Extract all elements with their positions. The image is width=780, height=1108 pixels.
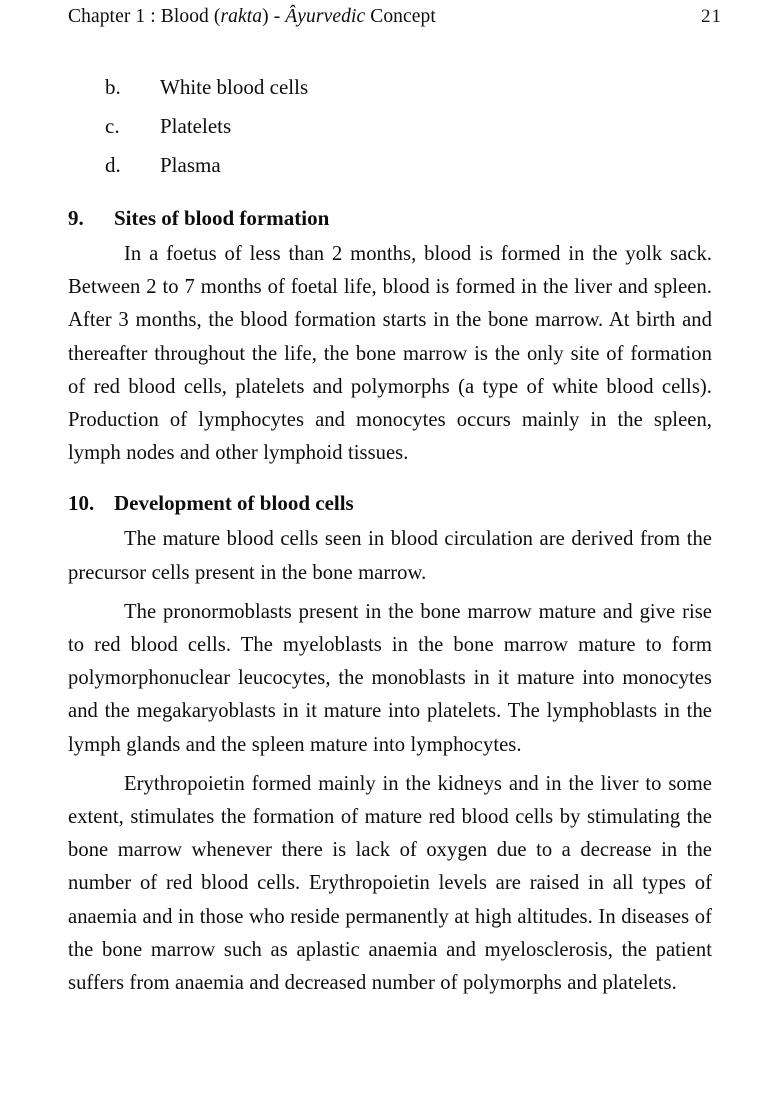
header-title-part-5: Concept xyxy=(365,6,436,27)
list-item-marker: b. xyxy=(105,75,121,99)
list-item xyxy=(68,68,712,107)
header-title-part-italic-rakta: rakta xyxy=(220,6,263,27)
section-title: Development of blood cells xyxy=(114,491,354,516)
list-item-label: Platelets xyxy=(160,114,232,138)
page-content xyxy=(68,68,712,1002)
list-item-label: White blood cells xyxy=(160,75,309,99)
section-10-paragraph-2: The pronormoblasts present in the bone marrow mature and give rise to red blood cells. The myeloblasts in the bone marrow mature to form polymorphonuclear leucocytes, the monoblasts in it mature into monocytes and the megakaryoblasts in it mature into platelets. The lymphoblasts in the lymph glands and the spleen mature into lymphocytes. xyxy=(68,600,712,756)
header-title-part-italic-ayurvedic: Âyurvedic xyxy=(285,6,366,27)
header-title-part-3: ) - xyxy=(262,6,286,27)
list-item xyxy=(68,146,712,185)
lettered-list xyxy=(68,68,712,185)
list-item-marker: d. xyxy=(105,153,121,177)
section-10-paragraph-3: Erythropoietin formed mainly in the kidneys and in the liver to some extent, stimulates the formation of mature red blood cells by stimulating the bone marrow whenever there is lack of oxygen due to a decrease in the number of red blood cells. Erythropoietin levels are raised in all types of anaemia and in those who reside permanently at high altitudes. In diseases of the bone marrow such as aplastic anaemia and myelosclerosis, the patient suffers from anaemia and decreased number of polymorphs and platelets. xyxy=(68,772,712,995)
running-header xyxy=(68,6,722,36)
section-number: 9. xyxy=(68,206,84,230)
list-item-label: Plasma xyxy=(160,153,221,177)
header-chapter-title xyxy=(68,6,436,28)
list-item-marker: c. xyxy=(105,114,120,138)
page-number: 21 xyxy=(701,6,722,27)
section-title: Sites of blood formation xyxy=(114,206,330,230)
header-title-part-1: Chapter 1 : Blood ( xyxy=(68,6,221,27)
section-9-paragraph-1: In a foetus of less than 2 months, blood is formed in the yolk sack. Between 2 to 7 months of foetal life, blood is formed in the liver and spleen. After 3 months, the blood formation starts in the bone marrow. At birth and thereafter throughout the life, the bone marrow is the only site of formation of red blood cells, platelets and polymorphs (a type of white blood cells). Production of lymphocytes and monocytes occurs mainly in the spleen, lymph nodes and other lymphoid tissues. xyxy=(68,243,712,465)
section-number: 10. xyxy=(68,491,95,516)
section-heading-9 xyxy=(68,203,712,233)
section-10-paragraph-1: The mature blood cells seen in blood circulation are derived from the precursor cells present in the bone marrow. xyxy=(68,528,712,584)
list-item xyxy=(68,107,712,146)
section-heading-10 xyxy=(68,488,712,518)
